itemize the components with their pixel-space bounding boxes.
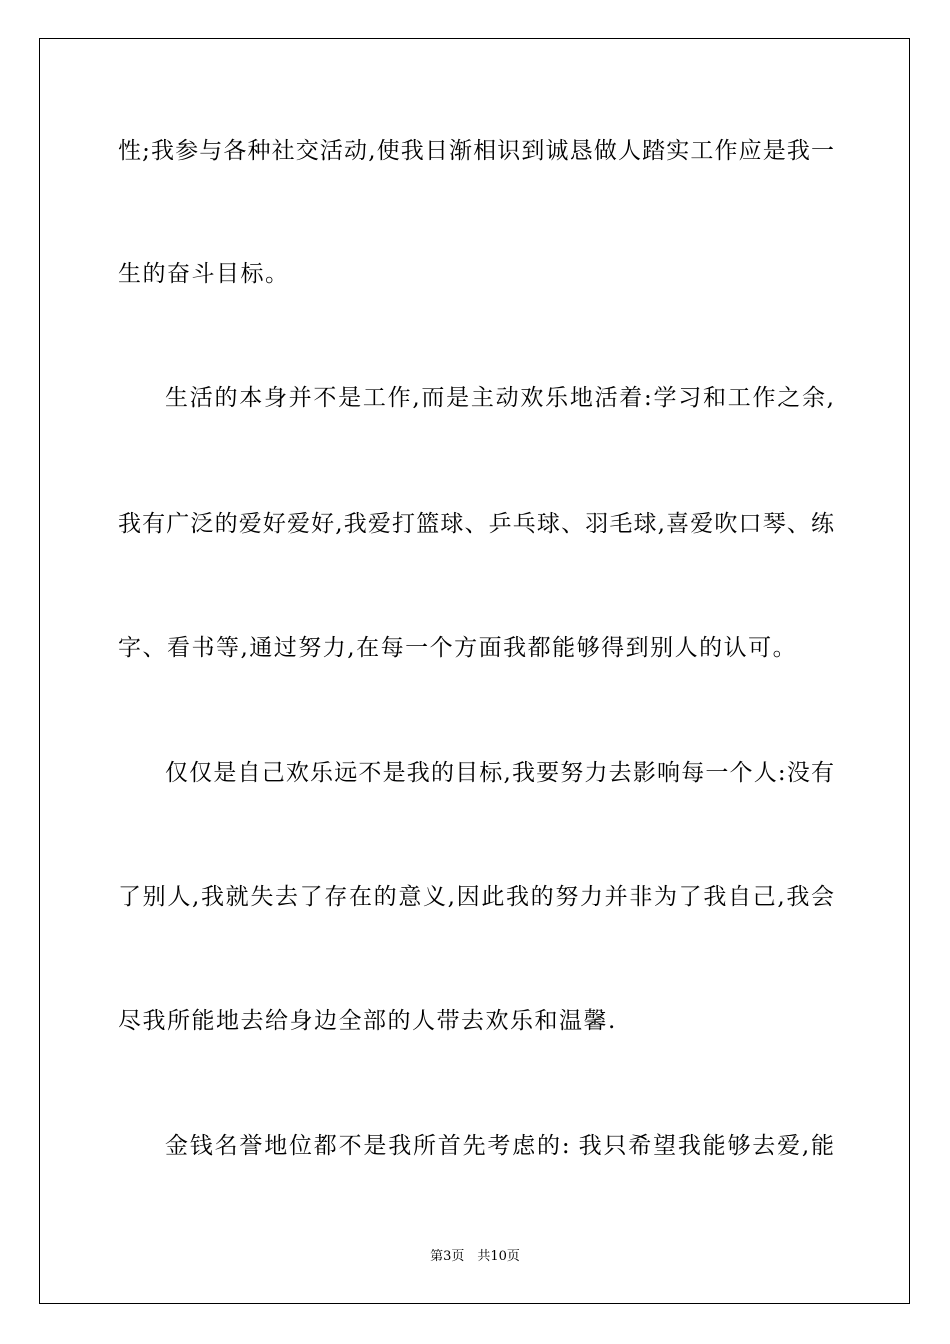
paragraph-line: 了别人,我就失去了存在的意义,因此我的努力并非为了我自己,我会	[118, 884, 834, 910]
paragraph-line: 字、看书等,通过努力,在每一个方面我都能够得到别人的认可。	[118, 635, 798, 661]
paragraph-line: 性;我参与各种社交活动,使我日渐相识到诚恳做人踏实工作应是我一	[118, 138, 834, 164]
paragraph-line: 金钱名誉地位都不是我所首先考虑的: 我只希望我能够去爱,能	[165, 1133, 834, 1159]
paragraph-line: 我有广泛的爱好爱好,我爱打篮球、乒乓球、羽毛球,喜爱吹口琴、练	[118, 511, 834, 537]
page-number-footer: 第3页 共10页	[430, 1249, 520, 1264]
paragraph-line: 生的奋斗目标。	[118, 261, 290, 287]
page-border	[39, 38, 910, 1304]
paragraph-line: 生活的本身并不是工作,而是主动欢乐地活着:学习和工作之余,	[165, 385, 834, 411]
paragraph-line: 仅仅是自己欢乐远不是我的目标,我要努力去影响每一个人:没有	[165, 760, 834, 786]
paragraph-line: 尽我所能地去给身边全部的人带去欢乐和温馨.	[118, 1008, 617, 1034]
